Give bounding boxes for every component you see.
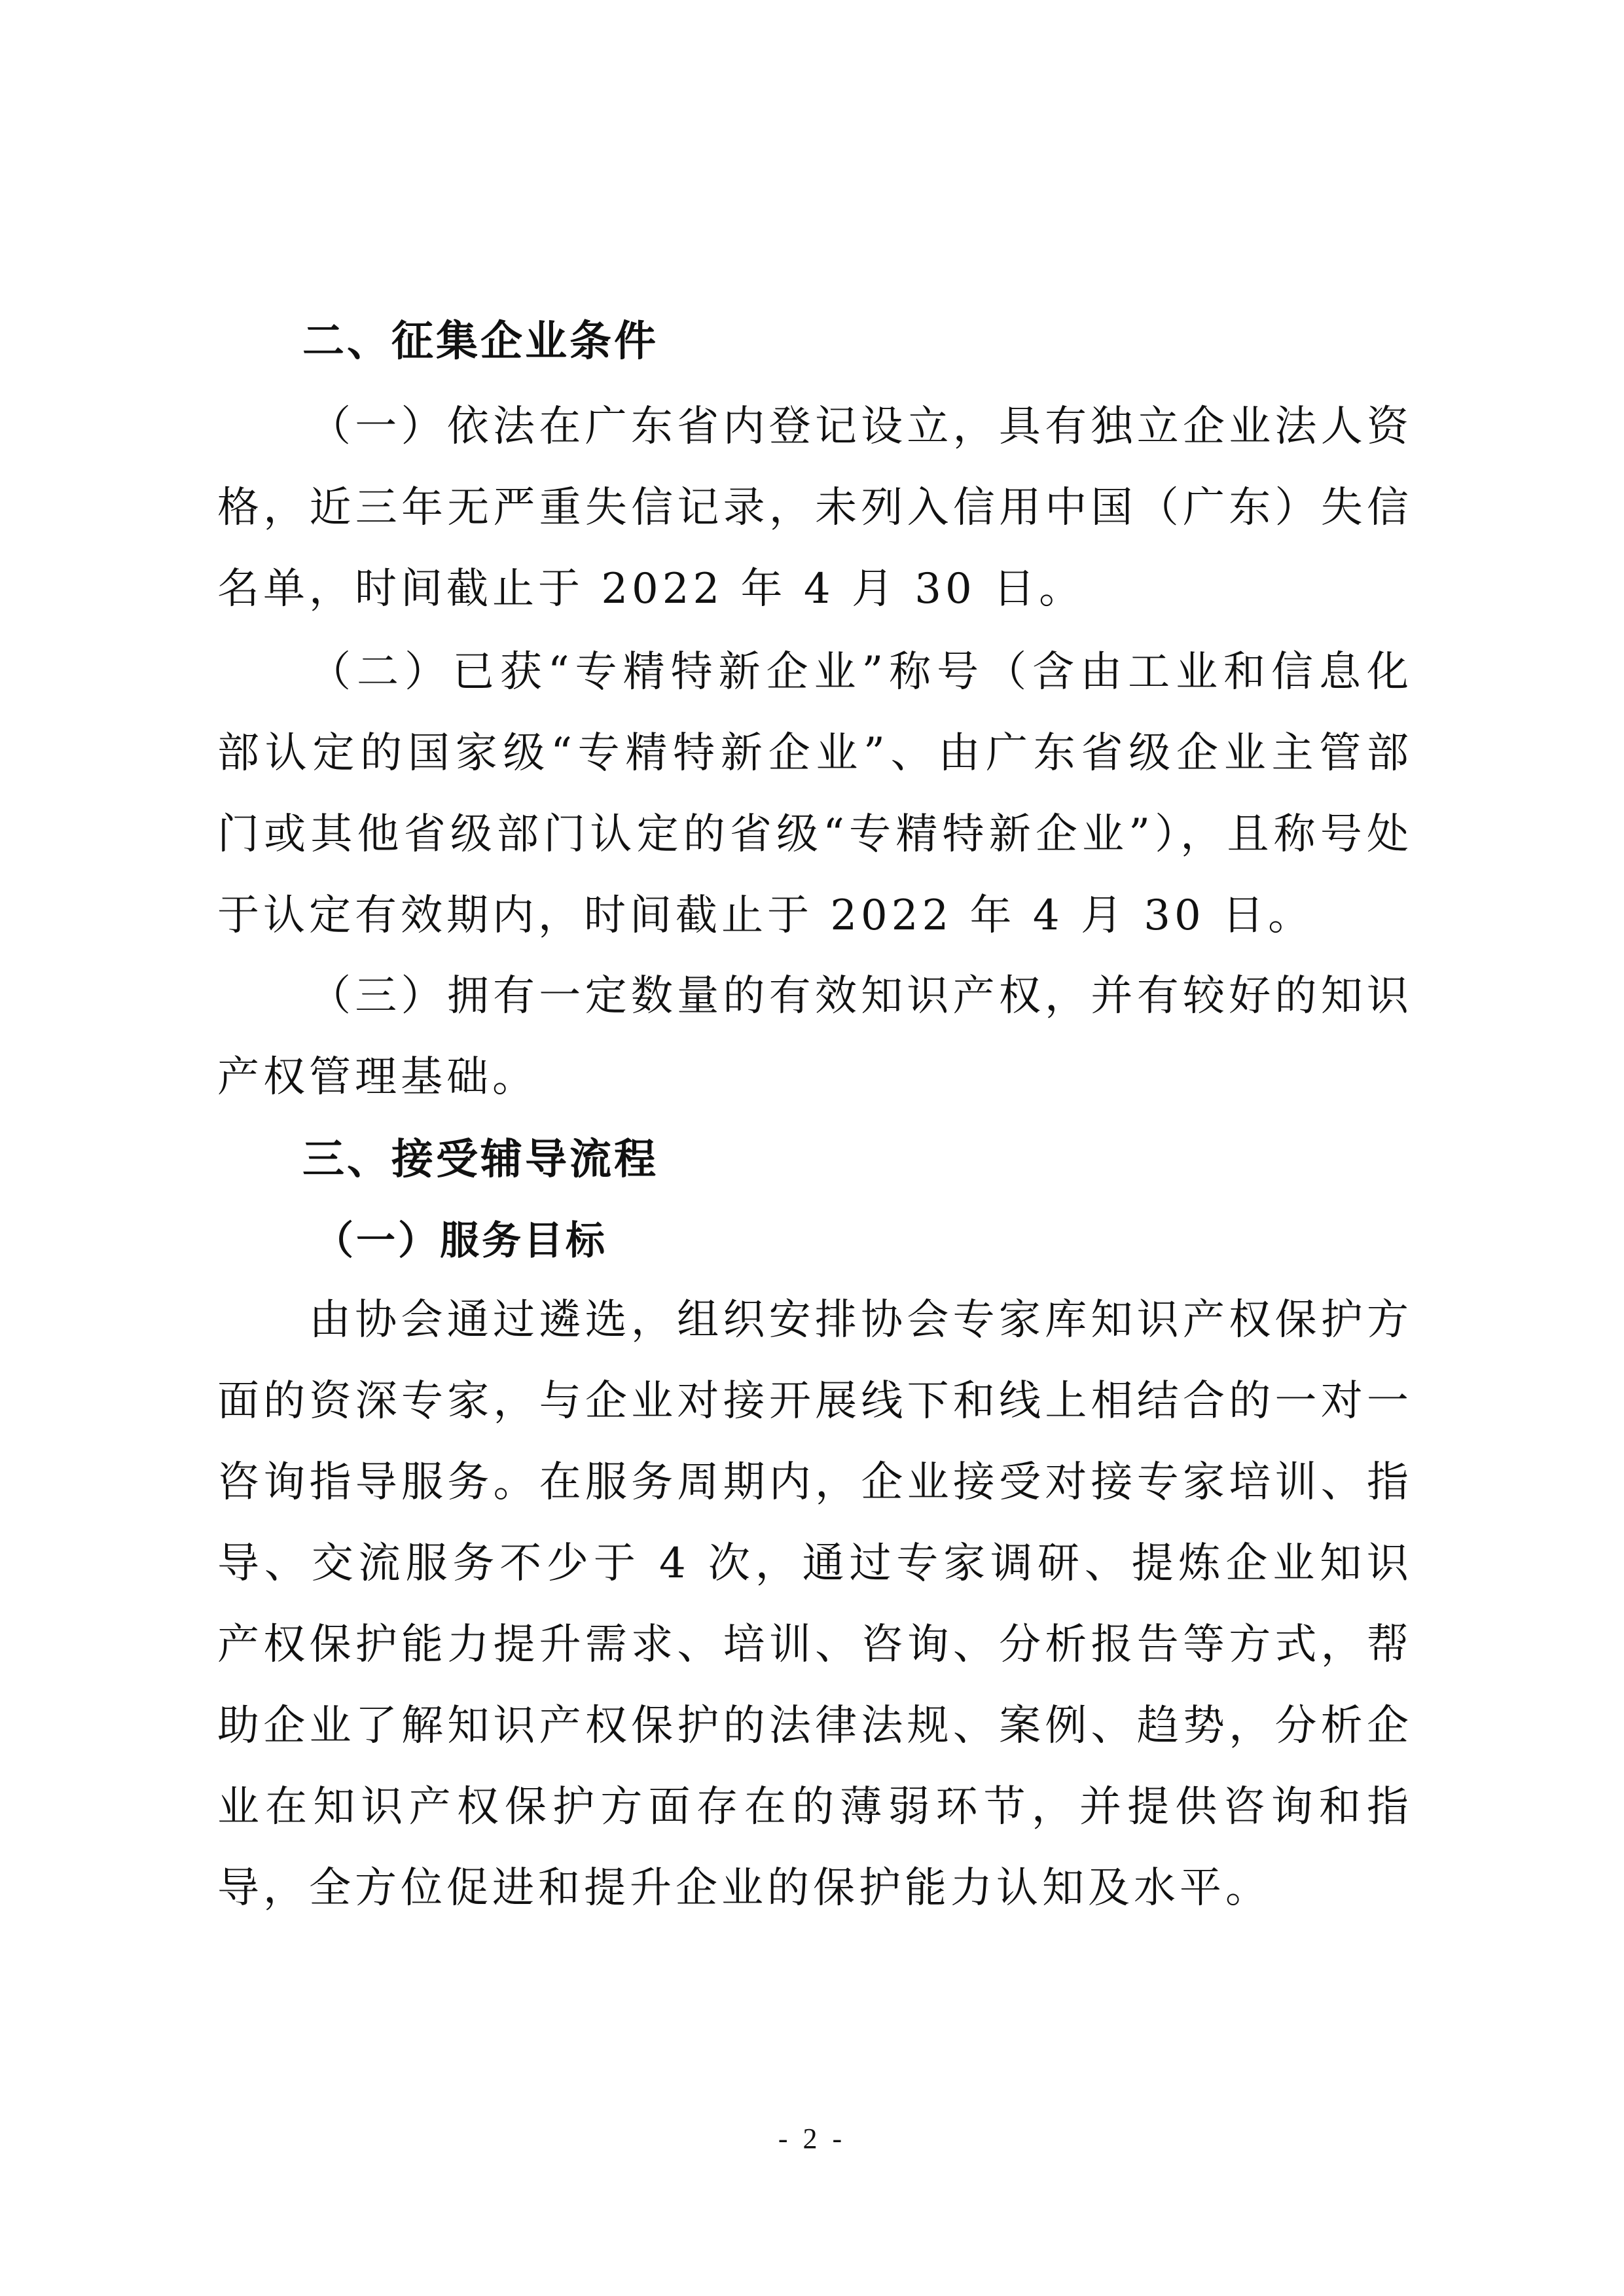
page-number: - 2 - xyxy=(778,2123,846,2155)
paragraph: （三）拥有一定数量的有效知识产权，并有较好的知识产权管理基础。 xyxy=(217,972,1413,1102)
section-3-subheading: （一）服务目标 xyxy=(314,1218,607,1264)
section-3-heading: 三、接受辅导流程 xyxy=(302,1136,659,1184)
section-2-item-1 xyxy=(217,386,1413,630)
paragraph: （一）依法在广东省内登记设立，具有独立企业法人资格，近三年无严重失信记录，未列入信用中国（广东）失信名单，时间截止于 2022 年 4 月 30 日。 xyxy=(217,403,1413,613)
section-3-paragraph xyxy=(217,1280,1413,1929)
section-2-heading: 二、征集企业条件 xyxy=(302,317,659,366)
section-2-item-2 xyxy=(217,632,1413,956)
paragraph: 由协会通过遴选，组织安排协会专家库知识产权保护方面的资深专家，与企业对接开展线下和线上相结合的一对一咨询指导服务。在服务周期内，企业接受对接专家培训、指导、交流服务不少于 4 次，通过专家调研、提炼企业知识产权保护能力提升需求、培训、咨询、分析报告等方式，帮助企业了解知识产权保护的法律法规、案例、趋势，分析企业在知识产权保护方面存在的薄弱环节，并提供咨询和指导，全方位促进和提升企业的保护能力认知及水平。 xyxy=(217,1296,1413,1912)
section-2-item-3 xyxy=(217,956,1413,1118)
paragraph: （二）已获“专精特新企业”称号（含由工业和信息化部认定的国家级“专精特新企业”、由广东省级企业主管部门或其他省级部门认定的省级“专精特新企业”），且称号处于认定有效期内，时间截止于 2022 年 4 月 30 日。 xyxy=(217,648,1413,940)
